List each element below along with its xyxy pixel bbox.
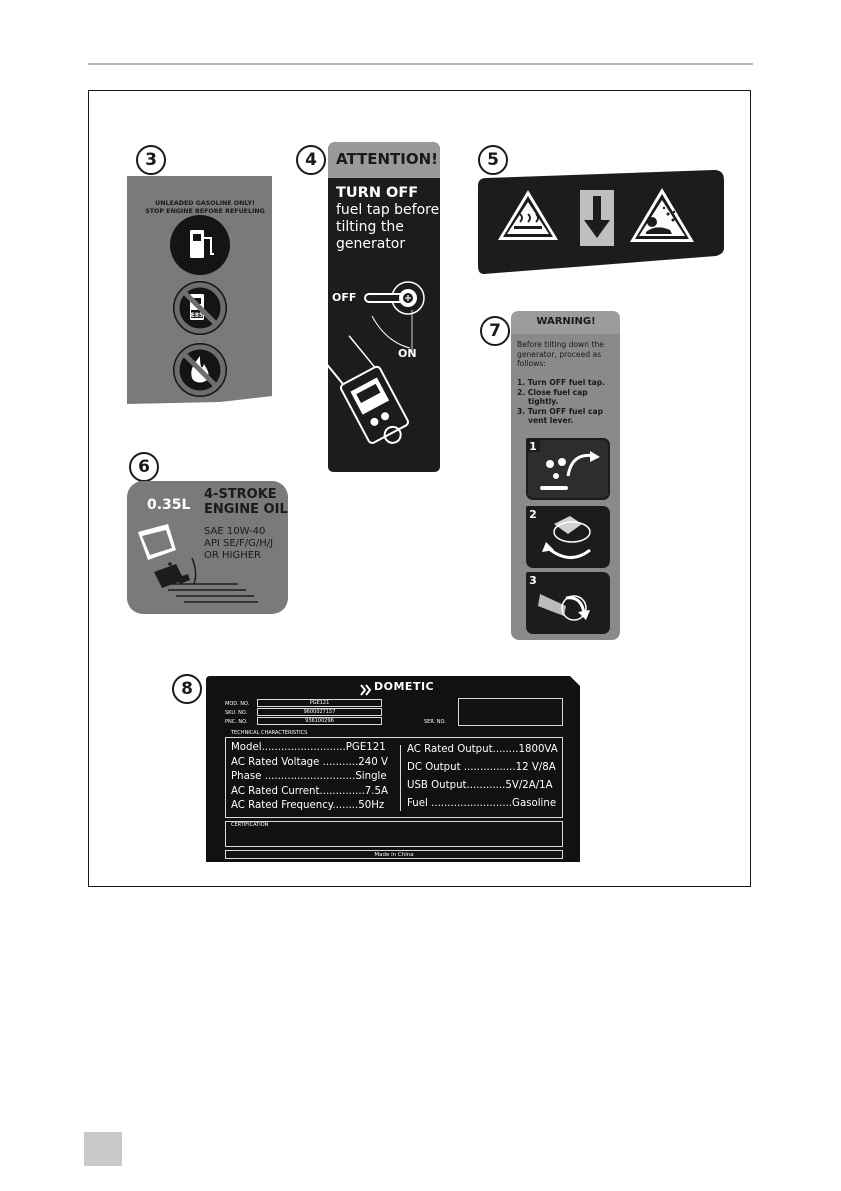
left-spec-list: [231, 741, 388, 814]
spec-dc-output: DC Output ................12 V/8A: [407, 762, 556, 773]
step1-fuel-tap-icon: [526, 438, 610, 500]
on-label: ON: [398, 347, 417, 360]
down-arrow-icon: [580, 190, 614, 246]
sku-no-value: 9600027157: [257, 708, 382, 716]
pnc-no-value: 936100296: [257, 717, 382, 725]
page-number-box: [84, 1132, 122, 1166]
attention-heading: ATTENTION!: [336, 150, 439, 168]
svg-text:3: 3: [529, 574, 537, 587]
label-number-5: 5: [478, 145, 508, 175]
no-fire-icon: [173, 343, 227, 397]
certification-label: CERTIFICATION: [231, 822, 269, 828]
ser-no-box: [458, 698, 563, 726]
warning-heading: WARNING!: [536, 316, 596, 327]
pnc-no-label: PNC. NO.: [225, 719, 248, 725]
label-number-8: 8: [172, 674, 202, 704]
spec-usb-output: USB Output............5V/2A/1A: [407, 780, 553, 791]
spec-phase: Phase ............................Single: [231, 771, 387, 783]
spec-frequency: AC Rated Frequency........50Hz: [231, 800, 385, 812]
fuel-warning-text: UNLEADED GASOLINE ONLY! STOP ENGINE BEFORE REFUELING: [145, 200, 265, 215]
spec-voltage: AC Rated Voltage ...........240 V: [231, 756, 388, 768]
brand-name: DOMETIC: [374, 680, 435, 693]
hazard-symbols-sticker: [474, 166, 728, 278]
oil-spec: SAE 10W-40 API SE/F/G/H/J OR HIGHER: [204, 526, 274, 561]
spec-model: Model..........................PGE121: [231, 742, 386, 753]
spec-current: AC Rated Current..............7.5A: [231, 785, 388, 797]
warning-steps: 1. Turn OFF fuel tap. 2. Close fuel cap tightly. 3. Turn OFF fuel cap vent lever.: [517, 378, 606, 425]
label-number-3: 3: [136, 145, 166, 175]
svg-text:1: 1: [529, 440, 537, 453]
spec-fuel: Fuel .........................Gasoline: [407, 798, 557, 809]
mod-no-value: PGE121: [257, 699, 382, 707]
oil-title: 4-STROKE ENGINE OIL: [204, 487, 288, 517]
made-in-label: Made in China: [225, 850, 563, 859]
certification-box: [225, 821, 563, 847]
label-number-7: 7: [480, 316, 510, 346]
right-spec-list: [407, 741, 558, 813]
tech-label: TECHNICAL CHARACTERISTICS: [231, 730, 308, 736]
warning-intro: Before tilting down the generator, proceed as follows:: [517, 340, 604, 368]
spec-ac-output: AC Rated Output........1800VA: [407, 744, 558, 755]
mod-no-label: MOD. NO.: [225, 701, 250, 707]
label-number-4: 4: [296, 145, 326, 175]
label-number-6: 6: [129, 452, 159, 482]
sku-no-label: SKU. NO.: [225, 710, 248, 716]
tech-divider: [400, 745, 401, 811]
step3-vent-lever-icon: [526, 572, 610, 634]
fuel-pump-icon: [170, 215, 230, 275]
svg-text:2: 2: [529, 508, 537, 521]
svg-text:E85: E85: [190, 312, 204, 319]
header-rule: [88, 63, 753, 65]
attention-text: TURN OFF fuel tap before tilting the generator: [336, 185, 440, 252]
off-label: OFF: [332, 291, 357, 304]
no-e85-icon: [173, 281, 227, 335]
ser-no-label: SER. NO.: [424, 719, 446, 725]
oil-volume: 0.35L: [147, 497, 191, 513]
step2-fuel-cap-icon: [526, 506, 610, 568]
